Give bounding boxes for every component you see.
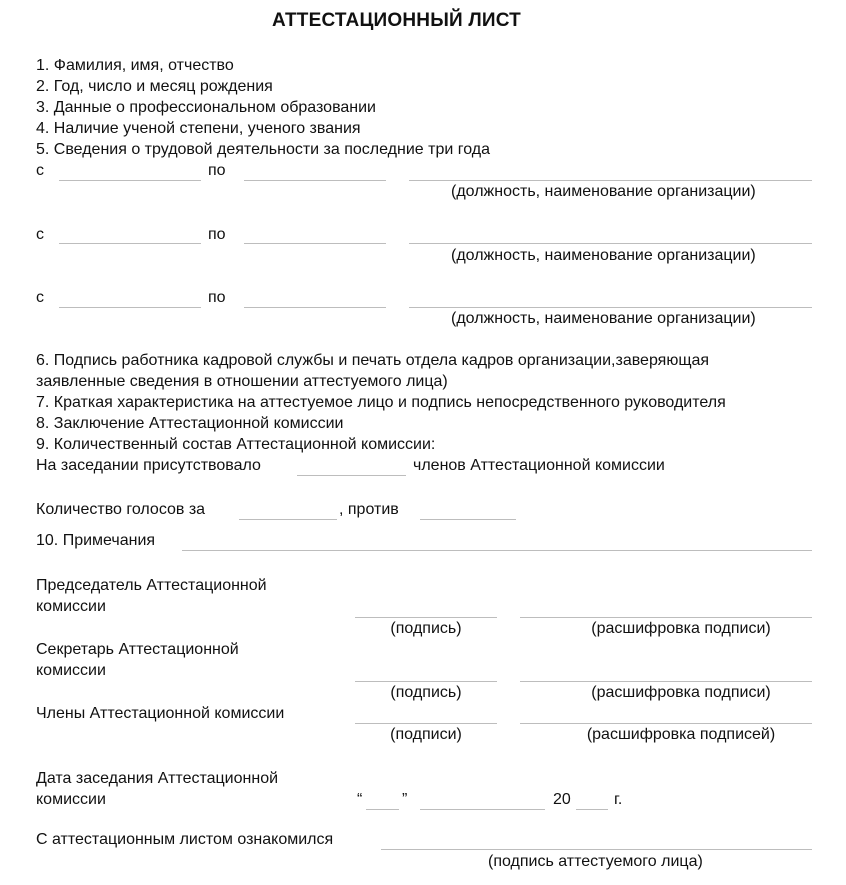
secretary-decode-caption: (расшифровка подписи)	[591, 684, 771, 701]
item-birth-date: 2. Год, число и месяц рождения	[36, 78, 273, 95]
secretary-label-cont: комиссии	[36, 662, 106, 679]
secretary-decode-field[interactable]	[520, 681, 812, 682]
item-notes: 10. Примечания	[36, 532, 156, 549]
chairman-label: Председатель Аттестационной	[36, 577, 267, 594]
votes-for-field[interactable]	[239, 519, 337, 520]
meeting-date-label: Дата заседания Аттестационной	[36, 770, 279, 787]
attendance-prefix: На заседании присутствовало	[36, 457, 261, 474]
attendance-count-field[interactable]	[297, 475, 406, 476]
votes-against-label: , против	[339, 501, 399, 518]
employment-from-label: с	[36, 289, 44, 306]
members-decode-caption: (расшифровка подписей)	[586, 726, 776, 743]
item-commission-conclusion: 8. Заключение Аттестационной комиссии	[36, 415, 344, 432]
acknowledgement-label: С аттестационным листом ознакомился	[36, 831, 334, 848]
employment-to-label: по	[208, 162, 226, 179]
item-education: 3. Данные о профессиональном образовании	[36, 99, 376, 116]
notes-field[interactable]	[182, 550, 812, 551]
year-prefix: 20	[553, 791, 571, 808]
members-label: Члены Аттестационной комиссии	[36, 705, 285, 722]
item-commission-composition: 9. Количественный состав Аттестационной комиссии:	[36, 436, 436, 453]
employment-to-field[interactable]	[244, 180, 386, 181]
employment-from-label: с	[36, 226, 44, 243]
employment-position-caption: (должность, наименование организации)	[451, 247, 756, 264]
chairman-decode-field[interactable]	[520, 617, 812, 618]
meeting-date-label-cont: комиссии	[36, 791, 106, 808]
employment-from-field[interactable]	[59, 307, 201, 308]
employment-to-label: по	[208, 289, 226, 306]
item-full-name: 1. Фамилия, имя, отчество	[36, 57, 234, 74]
meeting-day-field[interactable]	[366, 809, 399, 810]
employment-position-field[interactable]	[409, 243, 812, 244]
employment-position-field[interactable]	[409, 307, 812, 308]
employment-to-field[interactable]	[244, 243, 386, 244]
year-suffix: г.	[614, 791, 623, 808]
item-supervisor-review: 7. Краткая характеристика на аттестуемое лицо и подпись непосредственного руководителя	[36, 394, 726, 411]
item-work-history: 5. Сведения о трудовой деятельности за последние три года	[36, 141, 491, 158]
item-hr-signature: 6. Подпись работника кадровой службы и печать отдела кадров организации,заверяющая	[36, 352, 710, 369]
acknowledgement-signature-field[interactable]	[381, 849, 812, 850]
meeting-month-field[interactable]	[420, 809, 545, 810]
employment-from-field[interactable]	[59, 180, 201, 181]
members-signature-field[interactable]	[355, 723, 497, 724]
secretary-signature-field[interactable]	[355, 681, 497, 682]
item-hr-signature-cont: заявленные сведения в отношении аттестуемого лица)	[36, 373, 448, 390]
members-signature-caption: (подписи)	[390, 726, 462, 743]
members-decode-field[interactable]	[520, 723, 812, 724]
acknowledgement-caption: (подпись аттестуемого лица)	[488, 853, 703, 870]
employment-from-label: с	[36, 162, 44, 179]
votes-for-label: Количество голосов за	[36, 501, 206, 518]
chairman-decode-caption: (расшифровка подписи)	[591, 620, 771, 637]
day-open-quote: “	[357, 791, 363, 808]
item-academic-degree: 4. Наличие ученой степени, ученого звания	[36, 120, 361, 137]
chairman-signature-field[interactable]	[355, 617, 497, 618]
employment-to-field[interactable]	[244, 307, 386, 308]
employment-position-field[interactable]	[409, 180, 812, 181]
votes-against-field[interactable]	[420, 519, 516, 520]
attendance-suffix: членов Аттестационной комиссии	[413, 457, 665, 474]
secretary-label: Секретарь Аттестационной	[36, 641, 239, 658]
employment-to-label: по	[208, 226, 226, 243]
employment-position-caption: (должность, наименование организации)	[451, 183, 756, 200]
day-close-quote: ”	[402, 791, 408, 808]
secretary-signature-caption: (подпись)	[390, 684, 462, 701]
meeting-year-field[interactable]	[576, 809, 608, 810]
employment-position-caption: (должность, наименование организации)	[451, 310, 756, 327]
chairman-label-cont: комиссии	[36, 598, 106, 615]
employment-from-field[interactable]	[59, 243, 201, 244]
chairman-signature-caption: (подпись)	[390, 620, 462, 637]
document-title: АТТЕСТАЦИОННЫЙ ЛИСТ	[272, 10, 521, 31]
